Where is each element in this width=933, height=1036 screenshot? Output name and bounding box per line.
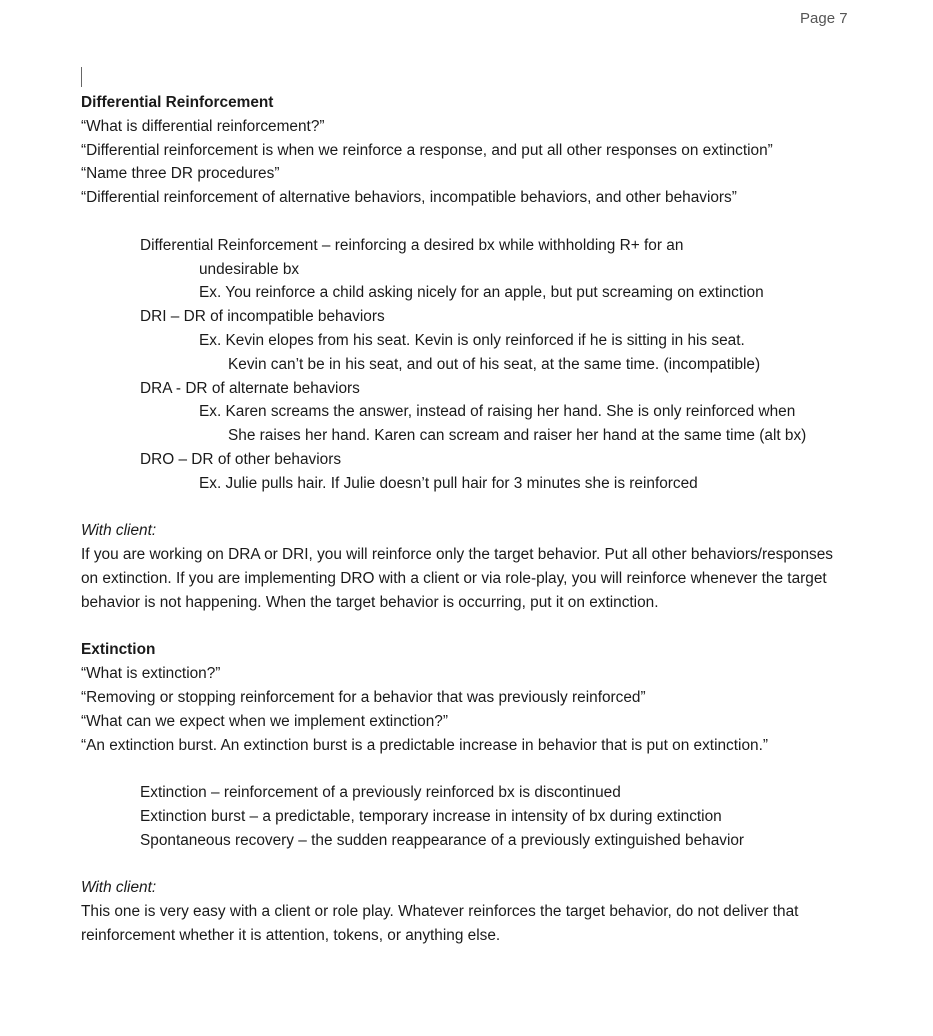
dr-definition-example: Ex. You reinforce a child asking nicely for an apple, but put screaming on extinction	[199, 284, 764, 302]
spacer	[81, 496, 851, 520]
dro-title: DRO – DR of other behaviors	[140, 450, 342, 468]
ext-definition-burst: Extinction burst – a predictable, temporary increase in intensity of bx during extinction	[140, 807, 722, 825]
dr-question-2: “Name three DR procedures”	[81, 165, 280, 183]
dra-title: DRA - DR of alternate behaviors	[140, 379, 360, 397]
page-number: Page 7	[800, 10, 848, 27]
spacer	[81, 853, 851, 877]
ext-definition-recovery: Spontaneous recovery – the sudden reappearance of a previously extinguished behavior	[140, 831, 745, 849]
spacer	[81, 210, 851, 234]
dr-heading: Differential Reinforcement	[81, 94, 274, 111]
ext-definition-extinction: Extinction – reinforcement of a previously reinforced bx is discontinued	[140, 784, 621, 802]
ext-question-1: “What is extinction?”	[81, 665, 221, 683]
ext-answer-1: “Removing or stopping reinforcement for a behavior that was previously reinforced”	[81, 688, 646, 706]
ext-question-2: “What can we expect when we implement extinction?”	[81, 712, 448, 730]
dra-example: Ex. Karen screams the answer, instead of raising her hand. She is only reinforced when	[199, 403, 796, 421]
text-cursor	[81, 67, 82, 87]
dri-title: DRI – DR of incompatible behaviors	[140, 308, 385, 326]
dr-client-label: With client:	[81, 522, 157, 540]
dra-example-cont: She raises her hand. Karen can scream and raiser her hand at the same time (alt bx)	[228, 427, 807, 445]
dro-example: Ex. Julie pulls hair. If Julie doesn’t pull hair for 3 minutes she is reinforced	[199, 474, 698, 492]
ext-heading: Extinction	[81, 641, 156, 659]
document-body[interactable]	[81, 91, 851, 948]
dr-answer-2: “Differential reinforcement of alternative behaviors, incompatible behaviors, and other behaviors”	[81, 189, 737, 207]
dr-definition-cont: undesirable bx	[199, 260, 300, 278]
dr-definition: Differential Reinforcement – reinforcing a desired bx while withholding R+ for an	[140, 236, 684, 254]
ext-answer-2: “An extinction burst. An extinction burst is a predictable increase in behavior that is put on extinction.”	[81, 736, 768, 754]
spacer	[81, 615, 851, 639]
dri-example-cont: Kevin can’t be in his seat, and out of his seat, at the same time. (incompatible)	[228, 355, 761, 373]
dri-example: Ex. Kevin elopes from his seat. Kevin is only reinforced if he is sitting in his seat.	[199, 331, 745, 349]
dr-question-1: “What is differential reinforcement?”	[81, 117, 325, 135]
ext-client-paragraph: This one is very easy with a client or role play. Whatever reinforces the target behavior, do not deliver that reinforcement whether it is attention, tokens, or anything else.	[81, 903, 799, 944]
dr-answer-1: “Differential reinforcement is when we reinforce a response, and put all other responses on extinction”	[81, 141, 773, 159]
ext-client-label: With client:	[81, 879, 157, 897]
spacer	[81, 757, 851, 781]
dr-client-paragraph: If you are working on DRA or DRI, you will reinforce only the target behavior. Put all other behaviors/responses on extinction. If you are implementing DRO with a client or via role-play, you will reinforce whenever the target behavior is not happening. When the target behavior is occurring, put it on extinction.	[81, 546, 833, 611]
